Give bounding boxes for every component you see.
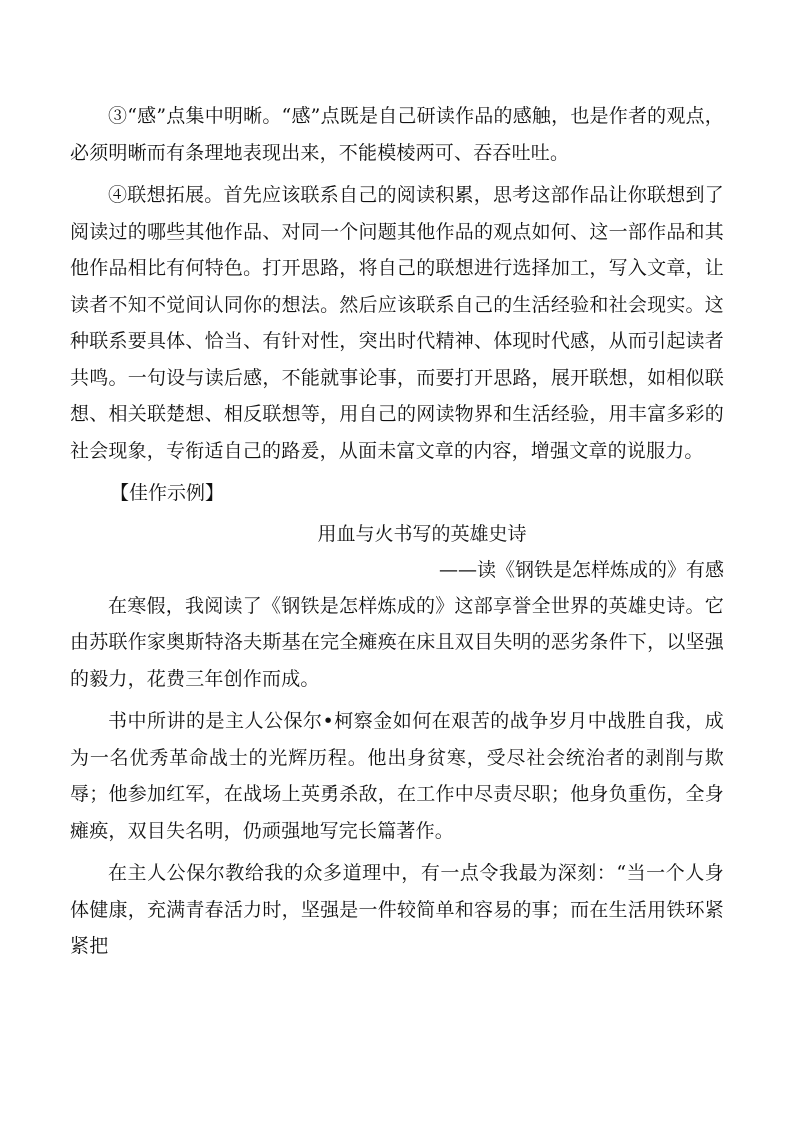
- essay-paragraph-1: 在寒假，我阅读了《钢铁是怎样炼成的》这部享誉全世界的英雄史诗。它由苏联作家奥斯特洛夫斯基在完全瘫痪在床且双目失明的恶劣条件下，以坚强的毅力，花费三年创作而成。: [70, 594, 724, 690]
- essay-title: 用血与火书写的英雄史诗: [317, 522, 527, 545]
- paragraph-point-4: ④联想拓展。首先应该联系自己的阅读积累，思考这部作品让你联想到了阅读过的哪些其他作品、对同一个问题其他作品的观点如何、这一部作品和其他作品相比有何特色。打开思路，将自己的联想进行选择加工，写入文章，让读者不知不觉间认同你的想法。然后应该联系自己的生活经验和社会现实。这种联系要具体、恰当、有针对性，突出时代精神、体现时代感，从而引起读者共鸣。一句设与读后感，不能就事论事，而要打开思路，展开联想，如相似联想、相关联楚想、相反联想等，用自己的网读物界和生活经验，用丰富多彩的社会现象，专衔适自己的路爰，从面未富文章的内容，增强文章的说服力。: [70, 184, 724, 462]
- essay-paragraph-2: 书中所讲的是主人公保尔•柯察金如何在艰苦的战争岁月中战胜自我，成为一名优秀革命战士的光辉历程。他出身贫寒，受尽社会统治者的剥削与欺辱；他参加红军，在战场上英勇杀敌，在工作中尽责尽职；他身负重伤，全身瘫痪，双目失名明，仍顽强地写完长篇著作。: [70, 710, 724, 842]
- section-label-example: 【佳作示例】: [110, 482, 225, 504]
- paragraph-point-3: ③“感”点集中明晰。“感”点既是自己研读作品的感触，也是作者的观点，必须明晰而有条理地表现出来，不能模棱两可、吞吞吐吐。: [70, 105, 724, 164]
- essay-paragraph-3: 在主人公保尔教给我的众多道理中，有一点令我最为深刻：“当一个人身体健康，充满青春活力时，坚强是一件较简单和容易的事；而在生活用铁环紧紧把: [70, 862, 724, 957]
- essay-subtitle: ——读《钢铁是怎样炼成的》有感: [438, 558, 724, 581]
- document-page: [70, 98, 724, 965]
